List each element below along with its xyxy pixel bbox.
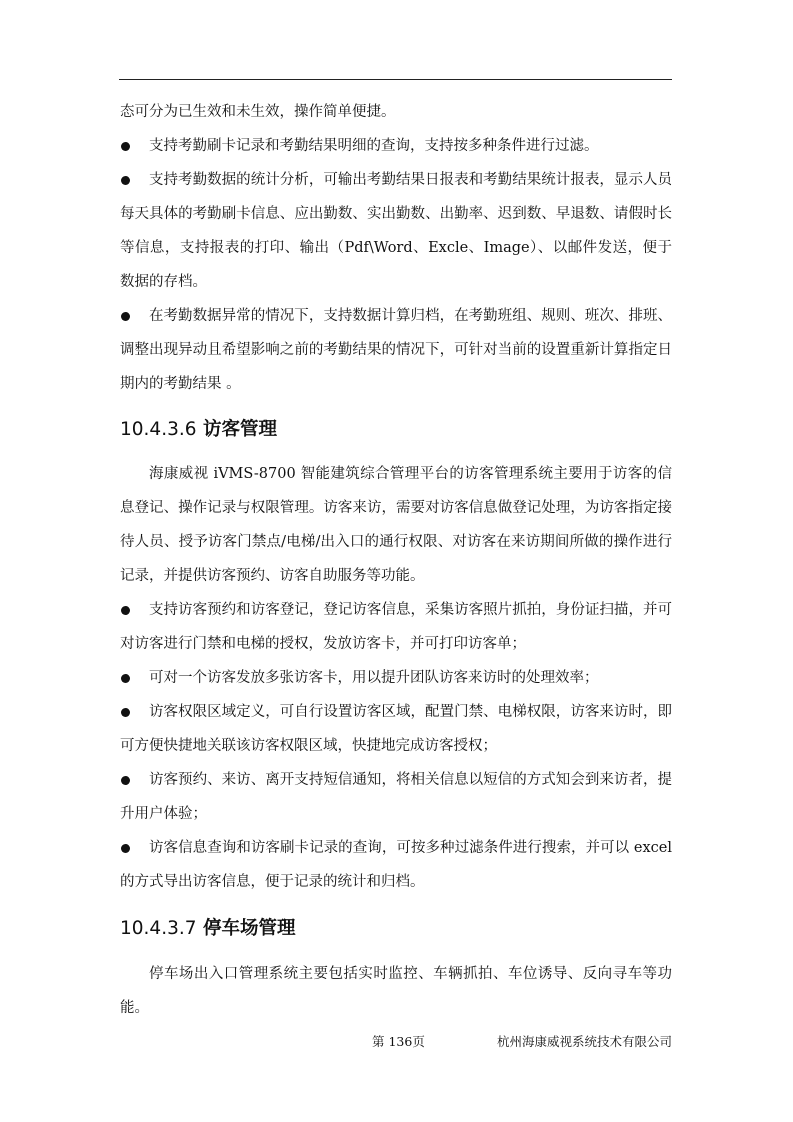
bullet-icon — [121, 312, 130, 321]
bullet-icon — [121, 708, 130, 717]
continuation-paragraph: 态可分为已生效和未生效，操作简单便捷。 — [120, 104, 396, 120]
section-title: 停车场管理 — [202, 918, 296, 939]
list-item — [120, 763, 672, 831]
bullet-icon — [121, 606, 130, 615]
company-name: 杭州海康威视系统技术有限公司 — [496, 1034, 672, 1049]
bullet-icon — [121, 176, 130, 185]
list-item-text: 访客信息查询和访客刷卡记录的查询，可按多种过滤条件进行搜索，并可以 excel 的方式导出访客信息，便于记录的统计和归档。 — [120, 840, 672, 890]
list-item — [120, 661, 672, 695]
bullet-icon — [121, 142, 130, 151]
list-item-text: 在考勤数据异常的情况下，支持数据计算归档，在考勤班组、规则、班次、排班、调整出现异动且希望影响之前的考勤结果的情况下，可针对当前的设置重新计算指定日期内的考勤结果 。 — [120, 308, 672, 392]
list-item — [120, 593, 672, 661]
section-heading-visitor — [120, 418, 672, 442]
page-number: 第 136页 — [372, 1034, 425, 1049]
section-heading-parking — [120, 917, 672, 941]
list-item — [120, 129, 672, 163]
list-item — [120, 163, 672, 299]
parking-intro-paragraph: 停车场出入口管理系统主要包括实时监控、车辆抓拍、车位诱导、反向寻车等功能。 — [120, 966, 672, 1016]
bullet-icon — [121, 844, 130, 853]
list-item-text: 访客权限区域定义，可自行设置访客区域，配置门禁、电梯权限，访客来访时，即可方便快捷地关联该访客权限区域，快捷地完成访客授权； — [120, 704, 672, 754]
section-number: 10.4.3.7 — [120, 918, 197, 939]
list-item — [120, 831, 672, 899]
list-item-text: 支持考勤刷卡记录和考勤结果明细的查询，支持按多种条件进行过滤。 — [149, 138, 599, 154]
header-rule — [119, 79, 672, 80]
list-item-text: 支持考勤数据的统计分析，可输出考勤结果日报表和考勤结果统计报表，显示人员每天具体的考勤刷卡信息、应出勤数、实出勤数、出勤率、迟到数、早退数、请假时长等信息，支持报表的打印、输出（Pdf\Word、Excle、Image）、以邮件发送，便于数据的存档。 — [120, 172, 672, 290]
visitor-intro-paragraph: 海康威视 iVMS-8700 智能建筑综合管理平台的访客管理系统主要用于访客的信息登记、操作记录与权限管理。访客来访，需要对访客信息做登记处理，为访客指定接待人员、授予访客门禁点/电梯/出入口的通行权限、对访客在来访期间所做的操作进行记录，并提供访客预约、访客自助服务等功能。 — [120, 466, 672, 584]
section-title: 访客管理 — [202, 419, 277, 440]
list-item-text: 可对一个访客发放多张访客卡，用以提升团队访客来访时的处理效率； — [149, 670, 599, 686]
bullet-icon — [121, 776, 130, 785]
section-number: 10.4.3.6 — [120, 419, 197, 440]
list-item — [120, 695, 672, 763]
bullet-icon — [121, 674, 130, 683]
list-item — [120, 299, 672, 401]
list-item-text: 访客预约、来访、离开支持短信通知，将相关信息以短信的方式知会到来访者，提升用户体验； — [120, 772, 672, 822]
list-item-text: 支持访客预约和访客登记，登记访客信息，采集访客照片抓拍，身份证扫描，并可对访客进行门禁和电梯的授权，发放访客卡，并可打印访客单； — [120, 602, 672, 652]
document-body — [120, 95, 672, 1025]
page-footer — [120, 1032, 672, 1050]
